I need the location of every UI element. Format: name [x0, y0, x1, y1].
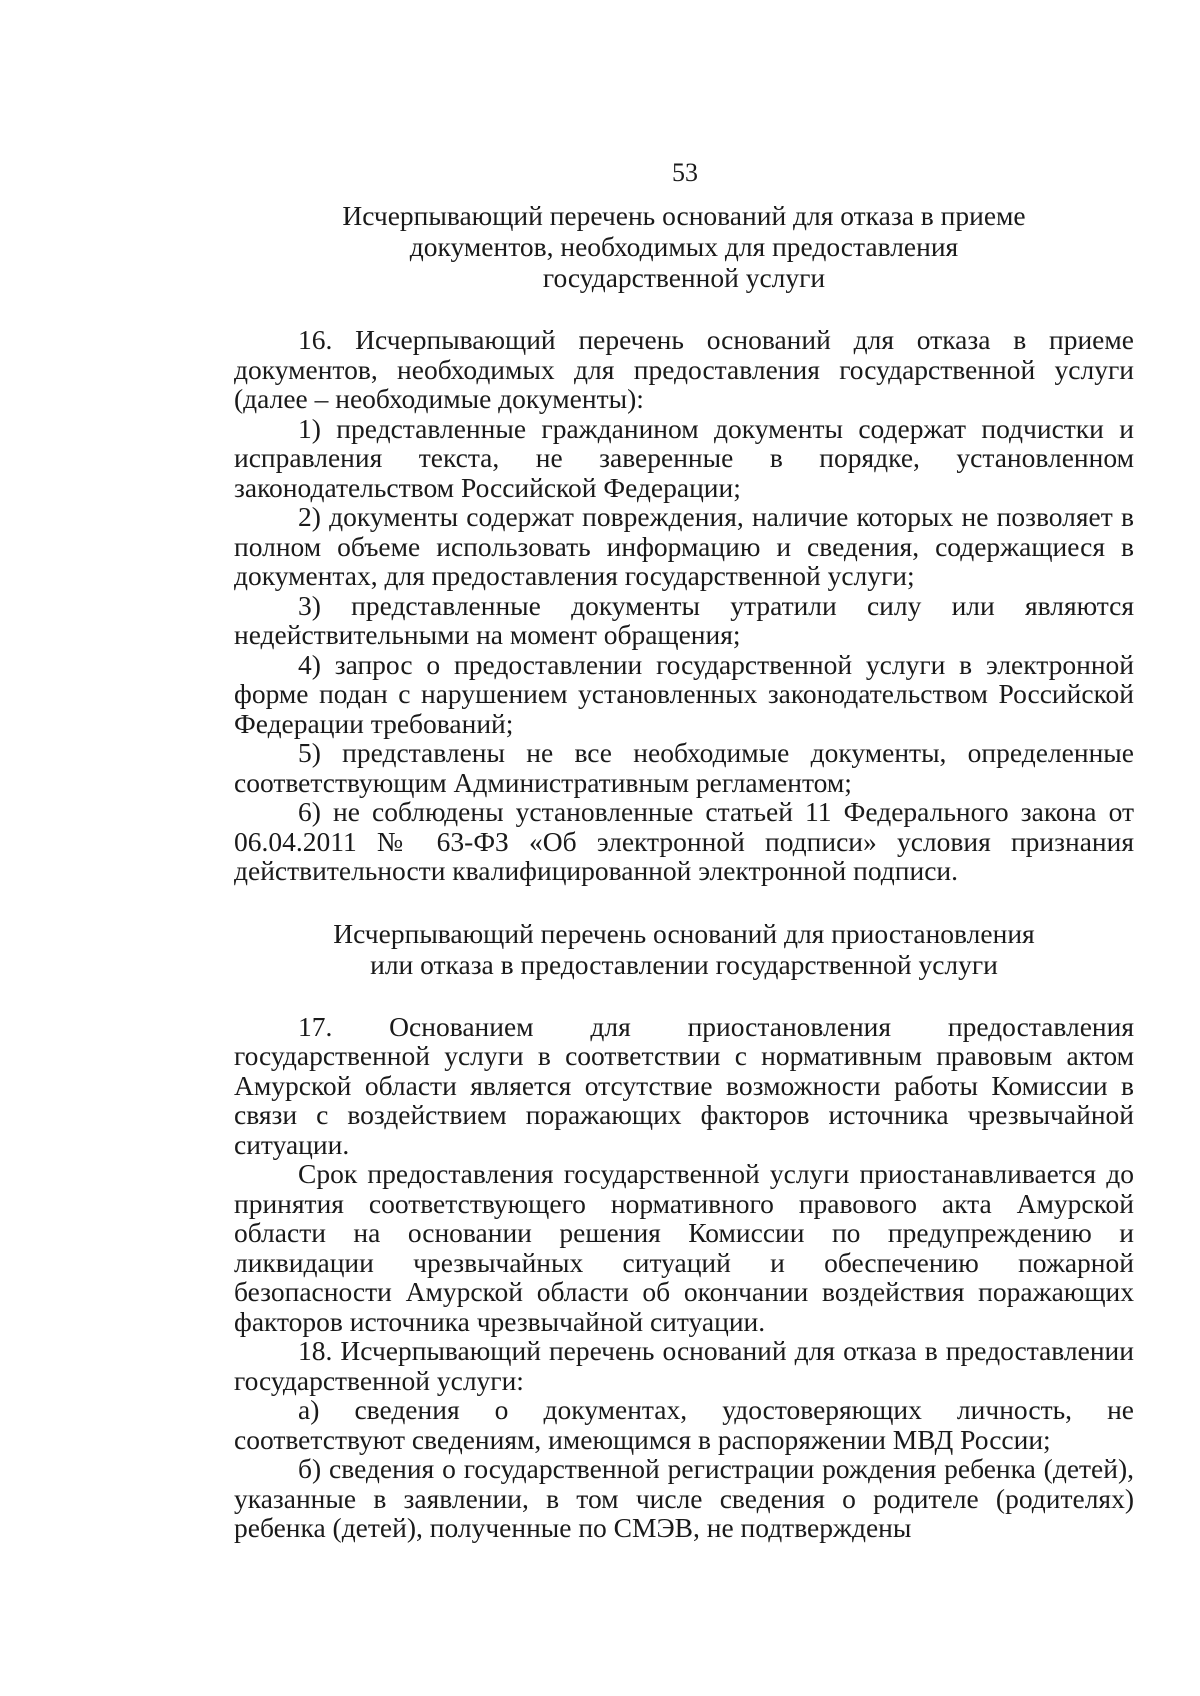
list-item-2: 2) документы содержат повреждения, наличие которых не позволяет в полном объеме использовать информацию и сведения, содержащиеся в документах, для предоставления государственной услуги; — [234, 501, 1134, 591]
paragraph-16: 16. Исчерпывающий перечень оснований для отказа в приеме документов, необходимых для предоставления государственной услуги (далее – необходимые документы): — [234, 324, 1134, 414]
list-item-1: 1) представленные гражданином документы содержат подчистки и исправления текста, не заверенные в порядке, установленном законодательством Российской Федерации; — [234, 412, 1134, 503]
document-body — [234, 200, 1134, 1543]
paragraph-17: 17. Основанием для приостановления предоставления государственной услуги в соответствии с нормативным правовым актом Амурской области является отсутствие возможности работы Комиссии в связи с воздействием поражающих факторов источника чрезвычайной ситуации. — [234, 1010, 1134, 1160]
section-heading-refusal-documents — [234, 200, 1134, 293]
paragraph-18: 18. Исчерпывающий перечень оснований для отказа в предоставлении государственной услуги: — [234, 1335, 1134, 1396]
list-item-4: 4) запрос о предоставлении государственной услуги в электронной форме подан с нарушением установленных законодательством Российской Федерации требований; — [234, 648, 1134, 739]
list-item-a: а) сведения о документах, удостоверяющих личность, не соответствуют сведениям, имеющимся в распоряжении МВД России; — [234, 1394, 1134, 1455]
list-item-5: 5) представлены не все необходимые документы, определенные соответствующим Административным регламентом; — [234, 737, 1134, 798]
heading-line: документов, необходимых для предоставления — [409, 231, 959, 262]
heading-line: Исчерпывающий перечень оснований для приостановления — [333, 917, 1035, 949]
list-item-6: 6) не соблюдены установленные статьей 11 Федерального закона от 06.04.2011 № 63-ФЗ «Об электронной подписи» условия признания действительности квалифицированной электронной подписи. — [234, 796, 1134, 886]
list-item-3: 3) представленные документы утратили силу или являются недействительными на момент обращения; — [234, 589, 1134, 650]
heading-line: государственной услуги — [542, 262, 826, 293]
page-number: 53 — [672, 158, 698, 187]
paragraph-suspension-term: Срок предоставления государственной услуги приостанавливается до принятия соответствующего нормативного правового акта Амурской области на основании решения Комиссии по предупреждению и ликвидации чрезвычайных ситуаций и обеспечению пожарной безопасности Амурской области об окончании воздействия поражающих факторов источника чрезвычайной ситуации. — [234, 1158, 1134, 1337]
heading-line: Исчерпывающий перечень оснований для отказа в приеме — [342, 200, 1026, 231]
section-heading-suspension-refusal — [234, 918, 1134, 980]
list-item-b: б) сведения о государственной регистрации рождения ребенка (детей), указанные в заявлении, в том числе сведения о родителе (родителях) ребенка (детей), полученные по СМЭВ, не подтверждены — [234, 1453, 1134, 1543]
heading-line: или отказа в предоставлении государственной услуги — [370, 948, 998, 980]
